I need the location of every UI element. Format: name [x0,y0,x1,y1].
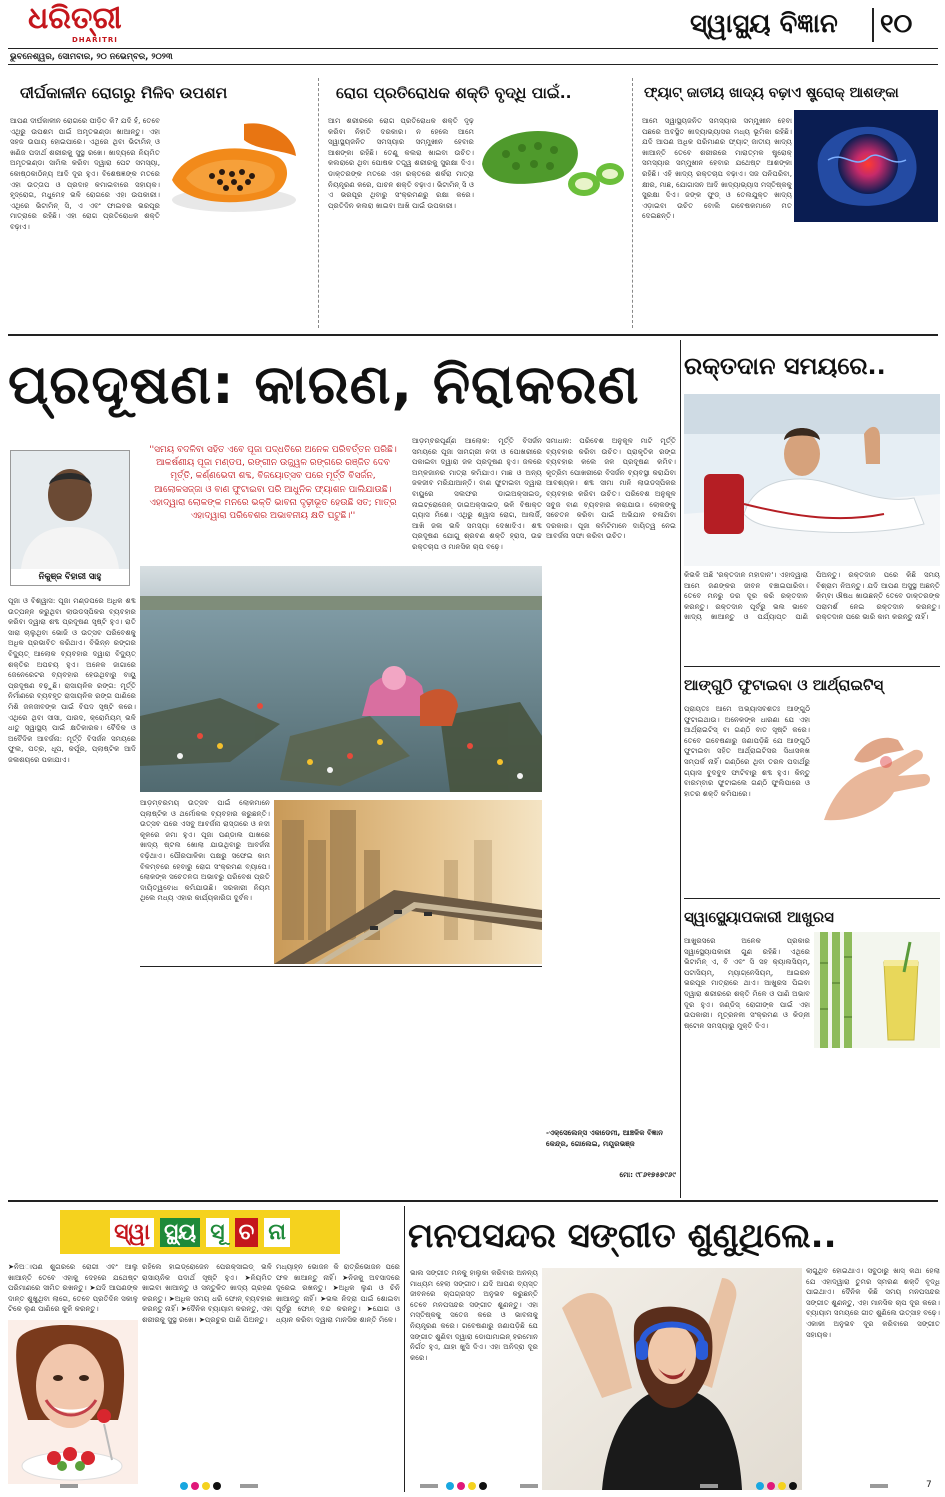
tips-title-part: ସ୍ୱା [110,1218,154,1247]
tips-title-part: ସ୍ଥ୍ୟ [160,1218,200,1247]
arthritis-section [684,670,940,896]
sugarcane-body: ଆଖୁରସରେ ଅନେକ ପ୍ରକାର ସ୍ୱାସ୍ଥ୍ୟୋପକାରୀ ଗୁଣ ରହିଛି। ଏଥିରେ ଭିଟାମିନ୍ ଏ, ବି ଏବଂ ସି ସହ କ୍ୟାଲସିୟମ୍, ପଟାସିୟମ୍, ମ୍ୟାଗ୍ନେସିୟମ୍, ଆଇରନ ଭରପୂର ମାତ୍ରାରେ ଥାଏ। ଆଖୁରସ ପିଇବା ଦ୍ୱାରା ଶରୀରରେ ଶକ୍ତି ମିଳେ ଓ ପାଣି ଅଭାବ ଦୂର ହୁଏ। ଜଣ୍ଡିସ୍ ରୋଗୀଙ୍କ ପାଇଁ ଏହା ଉପକାରୀ। ମୂତ୍ରନଳୀ ସଂକ୍ରମଣ ଓ କିଡ୍ନୀ ଷ୍ଟୋନ ସମସ୍ୟାରୁ ମୁକ୍ତି ଦିଏ। [684,936,810,1030]
registration-mark [240,1484,258,1488]
city-smog-image [274,800,542,964]
color-dot-yellow [468,1482,476,1490]
color-dot-magenta [457,1482,465,1490]
story-body: ଆମ ଶରୀରରେ ରୋଗ ପ୍ରତିରୋଧକ ଶକ୍ତି ଦୃଢ଼ କରିବା ନିହାତି ଦରକାର। ନ ହେଲେ ଆମେ ସ୍ୱାସ୍ଥ୍ୟଜନିତ ସମସ୍ୟାର ସମ୍ମୁଖୀନ ହେବାର ଆଶଙ୍କା ରହିଛି। ତେଣୁ କଲରା ଖାଇବା ଉଚିତ। କଲରାରେ ଥିବା ପୋଷକ ତତ୍ତ୍ୱ ଶରୀରକୁ ସୁରକ୍ଷା ଦିଏ। ଡାକ୍ତରଙ୍କ ମତରେ ଏହା ରକ୍ତରେ ଶର୍କରା ମାତ୍ରା ନିୟନ୍ତ୍ରଣ କରେ, ପାଚନ ଶକ୍ତି ବଢ଼ାଏ। ଭିଟାମିନ୍ ସି ଓ ଏ ଭରପୂର ଥିବାରୁ ସଂକ୍ରମଣରୁ ରକ୍ଷା କରେ। ପ୍ରତିଦିନ କଲରା ଖାଇବା ଆଖି ପାଇଁ ଉପକାରୀ। [328,116,474,210]
story-body-continued [476,208,624,326]
arthritis-body-continued [814,834,940,894]
lead-col-4: ସମାଧାନ: ପରିବେଶ ଅନୁକୂଳ ମାଟି ମୂର୍ତ୍ତି ବ୍ୟବହାର କରିବା ଉଚିତ। ପ୍ରାକୃତିକ ରଙ୍ଗ ବ୍ୟବହାର କଲେ ଜଳ ପ୍ରଦୂଷଣ କମିବ। କୃତ୍ରିମ ପୋଖରୀରେ ବିସର୍ଜନ ବ୍ୟବସ୍ଥା କରାଯିବା ଆବଶ୍ୟକ। ଶବ୍ଦ ସୀମା ମାନି ଲାଉଡସ୍ପିକର ବ୍ୟବହାର କରିବା ଉଚିତ। ପରିବେଶ ଅନୁକୂଳ ସବୁଜ ବାଣ ବ୍ୟବହାର କରାଯାଉ। ଲୋକଙ୍କୁ ସଚେତନ କରିବା ପାଇଁ ଅଭିଯାନ ଚଳାଯିବା ଦରକାର। ପୂଜା କମିଟିମାନେ ଦାୟିତ୍ୱ ନେଇ ଆବର୍ଜନା ସଫା କରିବା ଉଚିତ। [546,436,676,541]
author-photo [10,450,130,586]
tips-title-part: ଚ [235,1218,259,1247]
arthritis-title: ଆଙ୍ଗୁଠି ଫୁଟାଇବା ଓ ଆର୍ଥ୍ରାଇଟିସ୍ [684,676,884,694]
lead-author-sign: -ଏକ୍ସେଲେନ୍ସ ଏକାଡେମୀ, ଆଞ୍ଚଳିକ ବିଜ୍ଞାନ କେନ୍ଦ୍ର, ଗୋଲେଇ, ମୟୂରଭଞ୍ଜ [546,1128,664,1148]
tips-col-1: ➤ନିଅାପଣ ଶୁଗରରେ ରୋଗୀ ଏବଂ ଆଲୁ ଖାଆନ୍ତି ତେବେ ଏହାକୁ ଦେହରେ ଯଥେଷ୍ଟ ପରିମାଣରେ ସୀମିତ ରଖନ୍ତୁ। ➤ଯଦି ଆପଣଙ୍କ ଦାନ୍ତ ଶୁଖୁଥିବା ଲାଗେ, ତେବେ ପ୍ରତିଦିନ ସକାଳୁ ଟିକେ ଲୁଣ ପାଣିରେ କୁଳି କରନ୍ତୁ। [8,1262,138,1314]
page-marker: 7 [926,1480,932,1490]
lead-headline: ପ୍ରଦୂଷଣ: କାରଣ, ନିରାକରଣ [8,353,640,416]
registration-mark [870,1484,888,1488]
music-col-2: ଲାଗୁଥିବ ହୋଇଥାଏ। ସବୁଠାରୁ ଖାସ୍ କଥା ହେଲା ଯେ ଏହାଦ୍ୱାରା ତୁମର ସ୍ମରଣ ଶକ୍ତି ବୃଦ୍ଧି ପାଇଥାଏ। ଦୈନିକ କିଛି ସମୟ ମନପସନ୍ଦର ସଙ୍ଗୀତ ଶୁଣନ୍ତୁ, ଏହା ମାନସିକ ଚାପ ଦୂର କରେ। ବ୍ୟାୟାମ ସମୟରେ ଗୀତ ଶୁଣିଲେ ଉତ୍ସାହ ବଢ଼େ। ଏକାକୀ ଅନୁଭବ ଦୂର କରିବାରେ ସଙ୍ଗୀତ ସହାୟକ। [806,1266,940,1339]
sugarcane-title: ସ୍ୱାସ୍ଥ୍ୟୋପକାରୀ ଆଖୁରସ [684,908,834,926]
lead-col-1: ପୂଜା ଓ ବିଶ୍ୱାସ: ପୂଜା ମଣ୍ଡପରେ ଅଧିକ ଶବ୍ଦ ଉତ୍ପନ୍ନ କରୁଥିବା ଲାଉଡସ୍ପିକର ବ୍ୟବହାର କରିବା ଦ୍ୱାରା ଶବ୍ଦ ପ୍ରଦୂଷଣ ସୃଷ୍ଟି ହୁଏ। ରାତି ସାରା ଚାଲୁଥିବା ଭୋଜି ଓ ଉତ୍ସବ ପରିବେଶକୁ ଅଧିକ ପ୍ରଭାବିତ କରିଥାଏ। ବିଭିନ୍ନ ରଙ୍ଗର ବିଦ୍ୟୁତ୍ ଆଲୋକ ବ୍ୟବହାର ଦ୍ୱାରା ବିଦ୍ୟୁତ୍ ଶକ୍ତିର ଅପଚୟ ହୁଏ। ଅନେକ ଜାଗାରେ ଜେନେରେଟର ବ୍ୟବହାର ହେଉଥିବାରୁ ବାୟୁ ପ୍ରଦୂଷଣ ବଢ଼ୁଛି। ରାସାୟନିକ ରଙ୍ଗ: ମୂର୍ତ୍ତି ନିର୍ମାଣରେ ବ୍ୟବହୃତ ରାସାୟନିକ ରଙ୍ଗ ପାଣିରେ ମିଶି ଜଳଜୀବଙ୍କ ପାଇଁ ବିପଦ ସୃଷ୍ଟି କରେ। ଏଥିରେ ଥିବା ସୀସା, ପାରଦ, କ୍ରୋମିୟମ୍ ଭଳି ଧାତୁ ସ୍ୱାସ୍ଥ୍ୟ ପାଇଁ କ୍ଷତିକାରକ। ବୈଦିକ ଓ ଅବୈଦିକ ଆବର୍ଜନା: ମୂର୍ତ୍ତି ବିସର୍ଜନ ସମୟରେ ଫୁଲ, ପତ୍ର, ଧୂପ, କର୍ପୂର, ପ୍ଲାଷ୍ଟିକ ଆଦି ଜଳାଶୟରେ ପକାଯାଏ। [8,596,136,764]
color-dot-magenta [191,1482,199,1490]
music-col-1: ଭାଲ ସଙ୍ଗୀତ ମନକୁ ହାଲୁକା କରିବାର ଅନନ୍ୟ ମାଧ୍ୟମ ହେଲା ସଙ୍ଗୀତ। ଯଦି ଆପଣ ବ୍ୟସ୍ତ ଜୀବନରେ ଚାପଗ୍ରସ୍ତ ଅନୁଭବ କରୁଛନ୍ତି ତେବେ ମନପସନ୍ଦର ସଙ୍ଗୀତ ଶୁଣନ୍ତୁ। ଏହା ମସ୍ତିଷ୍କକୁ ସତେଜ କରେ ଓ ଭାବନାକୁ ନିୟନ୍ତ୍ରଣ କରେ। ଗବେଷଣାରୁ ଜଣାପଡ଼ିଛି ଯେ ସଙ୍ଗୀତ ଶୁଣିବା ଦ୍ୱାରା ଡୋପାମାଇନ୍ ହରମୋନ ନିର୍ଗତ ହୁଏ, ଯାହା ଖୁସି ଦିଏ। ଏହା ଅନିଦ୍ରା ଦୂର କରେ। [410,1268,538,1362]
story-body-continued [164,226,308,326]
sugarcane-body-continued [814,1052,940,1196]
logo-subtext: DHARITRI [72,36,118,44]
tips-col-3: ମଧ୍ୟାହ୍ନ ଭୋଜନ କି ରାତ୍ରିଭୋଜନ ପରେ ଫଳ ଖାଆନ୍ତୁ ନାହିଁ। ➤ନିଜକୁ ଅବସାଦରେ ଦୂରେଇ ରଖନ୍ତୁ। ➤ଅଧିକ ଲୁଣ ଓ ଚିନି ଖାଆନ୍ତୁ ନାହିଁ। ➤ଭଲ ନିଦ୍ରା ପାଇଁ ଶୋଇବା ପୂର୍ବରୁ ଫୋନ୍ ବନ୍ଦ କରନ୍ତୁ। ➤ଯୋଗ ଓ ଧ୍ୟାନ କରିବା ଦ୍ୱାରା ମାନସିକ ଶାନ୍ତି ମିଳେ। [276,1262,400,1324]
page-number: ୧୦ [880,9,913,39]
papaya-image [164,110,302,220]
story-stroke [640,76,940,328]
tips-banner [60,1210,340,1254]
woman-eating-image [8,1320,138,1484]
music-headline: ମନପସନ୍ଦର ସଙ୍ଗୀତ ଶୁଣୁଥିଲେ.. [408,1216,837,1256]
masthead [0,0,945,66]
story-body: ଆମେ ସ୍ୱାସ୍ଥ୍ୟଜନିତ ସମସ୍ୟାର ସମ୍ମୁଖୀନ ହେବା ପଛରେ ଅବସ୍ଥିତ ଖାଦ୍ୟାଭ୍ୟାସର ମଧ୍ୟ ଭୂମିକା ରହିଛି। ଯଦି ଆପଣ ଅଧିକ ପରିମାଣର ଫ୍ୟାଟ୍ ଜାତୀୟ ଖାଦ୍ୟ ଖାଆନ୍ତି ତେବେ ଶରୀରରେ ମାରାତ୍ମକ ଷ୍ଟ୍ରୋକ୍ ସମସ୍ୟାର ସମ୍ମୁଖୀନ ହେବାର ଯଥେଷ୍ଟ ଆଶଙ୍କା ରହିଛି। ଏହି ଖାଦ୍ୟ ରକ୍ତଚାପ ବଢ଼ାଏ। ସଜ ପନିପରିବା, କ୍ଷୀର, ମାଛ, ଯୋଗାସନ ଆଦି ଖାଦ୍ୟାଭ୍ୟାସ ମସ୍ତିଷ୍କକୁ ସୁରକ୍ଷା ଦିଏ। ଜଙ୍କ ଫୁଡ୍ ଓ ତେଲଯୁକ୍ତ ଖାଦ୍ୟ ଏଡ଼ାଇବା ଉଚିତ ବୋଲି ଗବେଷକମାନେ ମତ ଦେଇଛନ୍ତି। [642,116,792,221]
dateline: ଭୁବନେଶ୍ୱର, ସୋମବାର, ୨୦ ନଭେମ୍ବର, ୨୦୨୩ [10,52,173,62]
woman-music-image [542,1268,802,1490]
color-dot-black [789,1482,797,1490]
story-bittergourd [326,76,626,328]
author-name: ନିକୁଞ୍ଜ ବିହାରୀ ସାହୁ [11,569,129,585]
lead-col-3: ଆଡ଼ମ୍ବରପୂର୍ଣ୍ଣ ଆଲୋକ: ମୂର୍ତ୍ତି ବିସର୍ଜନ ସମୟରେ ପୂଜା ସାମଗ୍ରୀ ନଦୀ ଓ ପୋଖରୀରେ ପକାଇବା ଦ୍ୱାରା ଜଳ ପ୍ରଦୂଷଣ ହୁଏ। ଜଳରେ ଅମ୍ଳଜାନର ମାତ୍ରା କମିଯାଏ। ମାଛ ଓ ଅନ୍ୟ ଜଳଜୀବ ମରିଯାଆନ୍ତି। ବାଣ ଫୁଟାଇବା ଦ୍ୱାରା ବାୟୁରେ ସଲଫର ଡାଇଅକ୍ସାଇଡ୍, ନାଇଟ୍ରୋଜେନ୍ ଡାଇଅକ୍ସାଇଡ୍ ଭଳି ବିଷାକ୍ତ ଗ୍ୟାସ ମିଶେ। ଏଥିରୁ ଶ୍ୱାସ ରୋଗ, ଆଲର୍ଜି, ଆଖି ଜଳା ଭଳି ସମସ୍ୟା ଦେଖାଦିଏ। ଶବ୍ଦ ପ୍ରଦୂଷଣ ଯୋଗୁ ଶ୍ରବଣ ଶକ୍ତି ହ୍ରାସ, ଉଚ୍ଚ ରକ୍ତଚାପ ଓ ମାନସିକ ଚାପ ବଢ଼େ। [412,436,542,551]
logo-text: ଧରିତ୍ରୀ [28,1,122,36]
color-dot-yellow [778,1482,786,1490]
color-dot-cyan [180,1482,188,1490]
lead-col-2-continued [140,1032,270,1192]
tips-col-2: ରହିଲେ ହାଇଡ୍ରୋଜେନ ପେରକ୍ସାଇଡ୍ ଭଳି ରାସାୟନିକ ପଦାର୍ଥ ସୃଷ୍ଟି ହୁଏ। ➤ନିୟମିତ ଖାଇବା ଖାଆନ୍ତୁ ଓ ସନ୍ତୁଳିତ ଖାଦ୍ୟ ଗ୍ରହଣ କରନ୍ତୁ। ➤ଅଧିକ ସମୟ ଧରି ଫୋନ୍ ବ୍ୟବହାର କରନ୍ତୁ ନାହିଁ। ➤ଦୈନିକ ବ୍ୟାୟାମ କରନ୍ତୁ, ଏହା ଶରୀରକୁ ସୁସ୍ଥ ରଖେ। ➤ପ୍ରଚୁର ପାଣି ପିଅନ୍ତୁ। [142,1262,272,1324]
sugarcane-section [684,902,940,1198]
bittergourd-image [476,114,626,204]
section-title: ସ୍ୱାସ୍ଥ୍ୟ ବିଜ୍ଞାନ [690,9,838,39]
story-body: ଆପଣ ଦୀର୍ଘକାଳୀନ ରୋଗରେ ପୀଡ଼ିତ କି? ଯଦି ହଁ, ତେବେ ଏଥିରୁ ଉପଶମ ପାଇଁ ଅମୃତଭଣ୍ଡା ଖାଆନ୍ତୁ। ଏହା ସହଜ ଉପାୟ ହୋଇପାରେ। ଏଥିରେ ଥିବା ଭିଟାମିନ୍ ଓ ଖଣିଜ ପଦାର୍ଥ ଶରୀରକୁ ସୁସ୍ଥ ରଖେ। ଖାଦ୍ୟରେ ନିୟମିତ ଅମୃତଭଣ୍ଡା ସାମିଲ କରିବା ଦ୍ୱାରା ପେଟ ସମସ୍ୟା, କୋଷ୍ଠକାଠିନ୍ୟ ଆଦି ଦୂର ହୁଏ। ବିଶେଷଜ୍ଞଙ୍କ ମତରେ ଏହା ଉତ୍ତାପ ଓ ପ୍ରଦାହ କମାଇବାରେ ସହାୟକ। ହୃଦ୍ରୋଗ, ମଧୁମେହ ଭଳି ରୋଗରେ ଏହା ଉପକାରୀ। ଏଥିରେ ଭିଟାମିନ୍ ସି, ଏ ଏବଂ ଫାଇବର ଭରପୂର ମାତ୍ରାରେ ରହିଛି। ଏହା ରୋଗ ପ୍ରତିରୋଧକ ଶକ୍ତି ବଢ଼ାଏ। [10,116,160,231]
registration-mark [420,1484,438,1488]
tips-title-part: ସୂ [206,1218,228,1247]
arthritis-body: ପ୍ରାୟତଃ ଆମେ ଅଭ୍ୟାସବଶତଃ ଆଙ୍ଗୁଠି ଫୁଟାଇଥାଉ। ଅନେକଙ୍କ ଧାରଣା ଯେ ଏହା ଆର୍ଥ୍ରାଇଟିସ୍ ବା ଗଣ୍ଠି ବାତ ସୃଷ୍ଟି କରେ। ତେବେ ଗବେଷଣାରୁ ଜଣାପଡ଼ିଛି ଯେ ଆଙ୍ଗୁଠି ଫୁଟାଇବା ସହିତ ଆର୍ଥ୍ରାଇଟିସର ସିଧାସଳଖ ସମ୍ପର୍କ ନାହିଁ। ଗଣ୍ଠିରେ ଥିବା ତରଳ ପଦାର୍ଥରୁ ଗ୍ୟାସ ବୁଦବୁଦ ଫାଟିବାରୁ ଶବ୍ଦ ହୁଏ। କିନ୍ତୁ ବାରମ୍ବାର ଫୁଟାଇଲେ ଗଣ୍ଠି ଫୁଲିପାରେ ଓ ହାତର ଶକ୍ତି କମିପାରେ। [684,704,810,798]
lead-col-2: ଆଡ଼ମ୍ବରମୟ ଉତ୍ସବ ପାଇଁ ଲୋକମାନେ ପ୍ଲାଷ୍ଟିକ ଓ ଥର୍ମୋକଲ ବ୍ୟବହାର କରୁଛନ୍ତି। ଉତ୍ସବ ପରେ ଏସବୁ ଆବର୍ଜନା ରାସ୍ତାରେ ଓ ନଦୀ କୂଳରେ ଜମା ହୁଏ। ପୂଜା ପଣ୍ଡାଲ ପାଖରେ ଖାଦ୍ୟ ଷ୍ଟଲ ଖୋଲା ଯାଉଥିବାରୁ ଆବର୍ଜନା ବଢ଼ିଥାଏ। ପୌରପାଳିକା ପକ୍ଷରୁ ସଫେଇ କାମ ବିଳମ୍ବରେ ହେବାରୁ ରୋଗ ସଂକ୍ରମଣ ବ୍ୟାପେ। ଲୋକଙ୍କ ସଚେତନତା ଅଭାବରୁ ପରିବେଶ ପ୍ରତି ଦାୟିତ୍ୱବୋଧ କମିଯାଉଛି। ସରକାରୀ ନିୟମ ଥିଲେ ମଧ୍ୟ ଏହାର କାର୍ଯ୍ୟକାରିତା ଦୁର୍ବଳ। [140,798,270,903]
registration-mark [700,1484,718,1488]
story-title: ଫ୍ୟାଟ୍ ଜାତୀୟ ଖାଦ୍ୟ ବଢ଼ାଏ ଷ୍ଟ୍ରୋକ୍ ଆଶଙ୍କା [644,85,899,101]
blood-title: ରକ୍ତଦାନ ସମୟରେ.. [684,352,886,380]
logo [28,2,158,46]
story-title: ରୋଗ ପ୍ରତିରୋଧକ ଶକ୍ତି ବୃଦ୍ଧି ପାଇଁ.. [336,84,572,102]
lake-pollution-image [140,566,542,792]
sugarcane-juice-image [814,932,940,1048]
blood-donor-image [684,394,940,566]
story-body-continued [794,226,938,326]
color-dot-black [213,1482,221,1490]
lead-col-6 [410,968,542,1192]
lead-col-5 [274,968,406,1192]
lead-quote: ''ସମୟ ବଦଳିବା ସହିତ ଏବେ ପୂଜା ପଦ୍ଧତିରେ ଅନେକ ପରିବର୍ତ୍ତନ ପରିଛି। ଆକର୍ଷଣୀୟ ପୂଜା ମଣ୍ଡପ, ରଙ୍ଗୀନ ଉଜ୍ଜ୍ୱଳ ରଙ୍ଗରେ ରଞ୍ଜିତ ଦେବ ମୂର୍ତ୍ତି, କର୍ଣ୍ଣଭେଦୀ ଶବ୍ଦ, ବିଜୟୋତ୍ସବ ପରେ ମୂର୍ତ୍ତି ବିସର୍ଜନ, ଆଲୋକସଜ୍ଜା ଓ ବାଣ ଫୁଟାଇବା ପରି ଆଧୁନିକ ଫ୍ୟାଶନ ପାଲିଯାଉଛି। ଏହାଦ୍ୱାରା ଲୋକଙ୍କ ମନରେ ଭକ୍ତି ଭାବନା ଦୃଢ଼ୀଭୂତ ହେଉଛି ସତ; ମାତ୍ର ଏହାଦ୍ୱାରା ପରିବେଶର ଅଭାବନୀୟ କ୍ଷତି ଘଟୁଛି।'' [149,445,397,522]
color-dot-yellow [202,1482,210,1490]
blood-donation-section [684,342,940,662]
story-title: ଦୀର୍ଘକାଳୀନ ରୋଗରୁ ମିଳିବ ଉପଶମ [20,84,228,102]
hand-image [814,710,940,830]
blood-body: କିଭଳି ଅଛି 'ରକ୍ତଦାନ ମହାଦାନ'। ଏହାଦ୍ୱାରା ଆମେ ଜଣଙ୍କର ଜୀବନ ବଞ୍ଚାଇପାରିବା। ତେବେ ମନରୁ ଡର ଦୂର କରି ରକ୍ତଦାନ କରନ୍ତୁ। ରକ୍ତଦାନ ପୂର୍ବରୁ ଭଲ ଭାବେ ଖାଦ୍ୟ ଖାଆନ୍ତୁ ଓ ପର୍ଯ୍ୟାପ୍ତ ପାଣି ପିଅନ୍ତୁ। ରକ୍ତଦାନ ପରେ କିଛି ସମୟ ବିଶ୍ରାମ ନିଅନ୍ତୁ। ଯଦି ଆପଣ ଅସୁସ୍ଥ ଅଛନ୍ତି କିମ୍ବା ଔଷଧ ଖାଉଛନ୍ତି ତେବେ ଡାକ୍ତରଙ୍କ ପରାମର୍ଶ ନେଇ ରକ୍ତଦାନ କରନ୍ତୁ। ରକ୍ତଦାନ ପରେ ଭାରି କାମ କରନ୍ତୁ ନାହିଁ। [684,570,940,622]
brain-image [794,110,938,222]
color-dot-cyan [756,1482,764,1490]
registration-mark [60,1484,78,1488]
registration-mark [520,1484,538,1488]
color-dot-cyan [446,1482,454,1490]
tips-title-part: ନା [264,1218,290,1247]
story-papaya [8,76,310,328]
lead-phone: ମୋ: ୯୮୬୧୭୫୭୯୬୯ [619,1170,676,1179]
color-dot-magenta [767,1482,775,1490]
color-dot-black [479,1482,487,1490]
